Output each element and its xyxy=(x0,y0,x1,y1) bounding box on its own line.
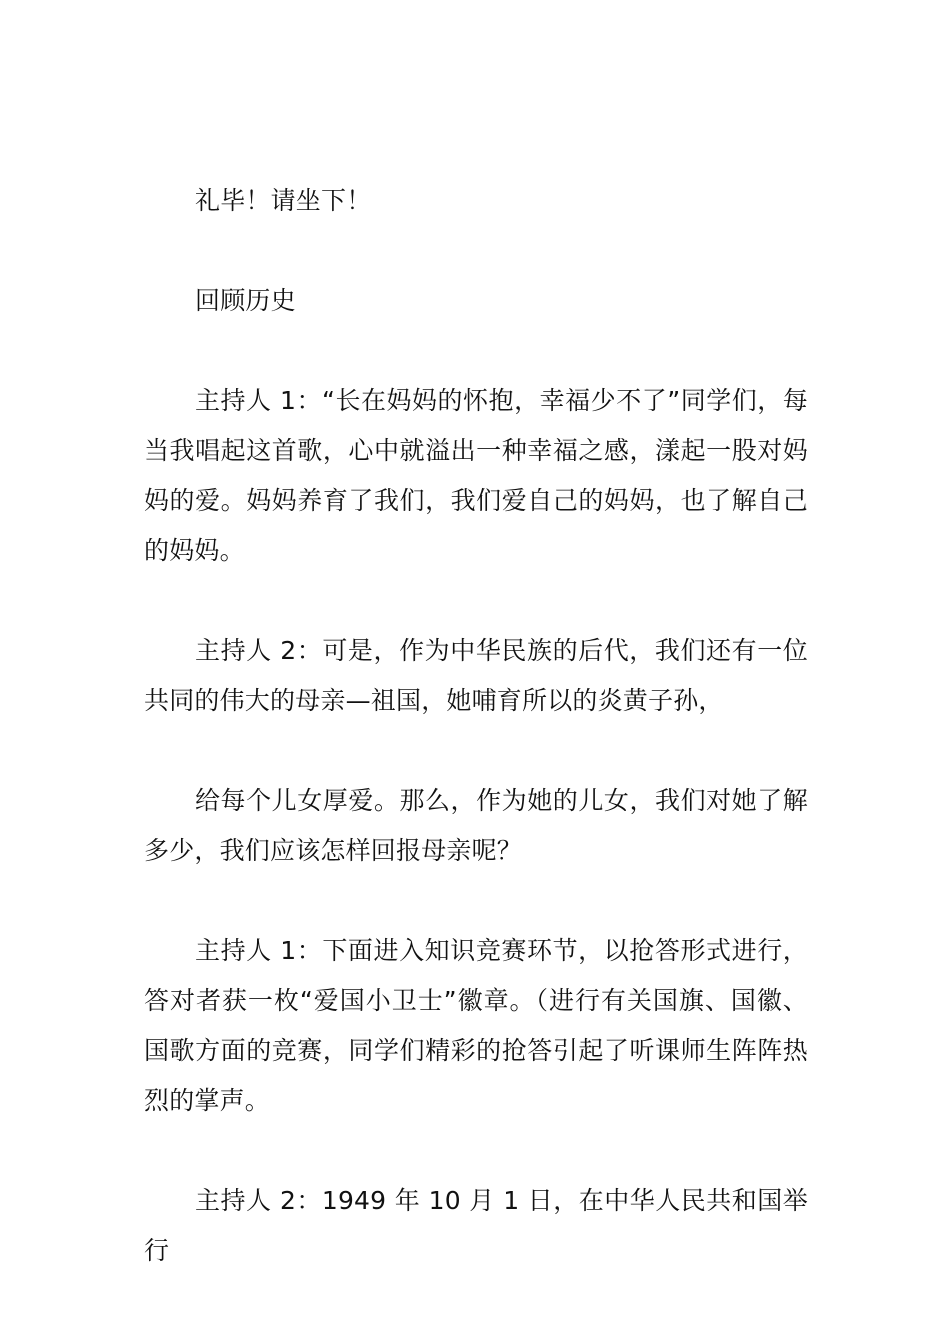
paragraph-host1-intro: 主持人 1：“长在妈妈的怀抱，幸福少不了”同学们，每当我唱起这首歌，心中就溢出一种幸福之感，漾起一股对妈妈的爱。妈妈养育了我们，我们爱自己的妈妈，也了解自己的妈妈。 xyxy=(144,386,808,565)
paragraph-host2-motherland: 主持人 2：可是，作为中华民族的后代，我们还有一位共同的伟大的母亲—祖国，她哺育所以的炎黄子孙， xyxy=(144,636,808,715)
paragraph-host2-1949: 主持人 2：1949 年 10 月 1 日，在中华人民共和国举行 xyxy=(144,1186,808,1265)
paragraph-salute-done: 礼毕！请坐下！ xyxy=(195,186,372,215)
paragraph-children-love: 给每个儿女厚爱。那么，作为她的儿女，我们对她了解多少，我们应该怎样回报母亲呢？ xyxy=(144,786,808,865)
paragraph-section-heading: 回顾历史 xyxy=(195,286,296,315)
document-body xyxy=(144,176,808,1326)
paragraph-host1-quiz: 主持人 1：下面进入知识竞赛环节，以抢答形式进行，答对者获一枚“爱国小卫士”徽章。（进行有关国旗、国徽、国歌方面的竞赛，同学们精彩的抢答引起了听课师生阵阵热烈的掌声。 xyxy=(144,936,808,1115)
